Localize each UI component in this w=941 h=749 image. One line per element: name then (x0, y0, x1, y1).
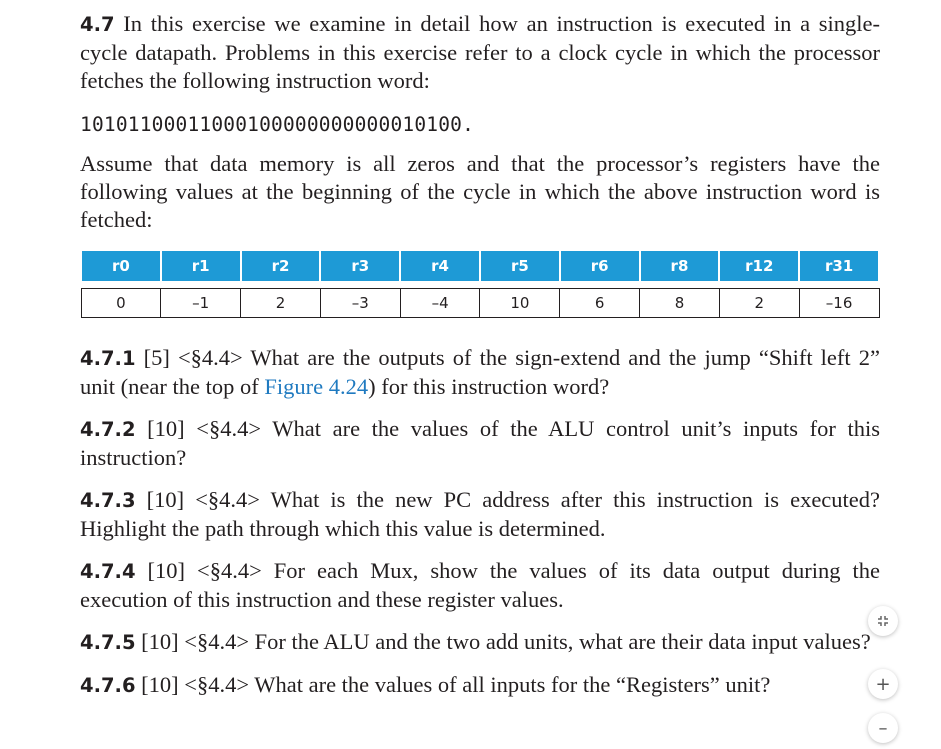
register-value: 2 (719, 289, 799, 318)
register-value: 0 (81, 289, 161, 318)
question-number: 4.7.6 (80, 674, 136, 697)
register-table (80, 251, 880, 318)
register-value: 10 (480, 289, 560, 318)
register-value: 8 (640, 289, 720, 318)
exercise-page (80, 10, 880, 700)
question-number: 4.7.4 (80, 560, 136, 583)
exercise-intro-text: In this exercise we examine in detail how an instruction is executed in a single-cycle datapath. Problems in this exercise refer to a clock cycle in which the processor fetches the following instruction word: (80, 11, 881, 93)
register-value-row (81, 289, 879, 318)
question-4-7-2 (80, 415, 880, 472)
register-header: r2 (241, 251, 321, 281)
register-header: r31 (799, 251, 879, 281)
question-text: [10] <§4.4> What is the new PC address after this instruction is executed? Highlight the path through which this value is determined. (80, 487, 881, 541)
question-number: 4.7.3 (80, 489, 136, 512)
exercise-intro (80, 10, 880, 95)
assumption-text: Assume that data memory is all zeros and that the processor’s registers have the following values at the beginning of the cycle in which the above instruction word is fetched: (80, 151, 880, 232)
exercise-number: 4.7 (80, 13, 115, 36)
question-text: [10] <§4.4> What are the values of all inputs for the “Registers” unit? (141, 672, 771, 697)
register-value: –16 (799, 289, 879, 318)
fit-page-button[interactable] (868, 606, 898, 636)
question-4-7-1 (80, 344, 880, 401)
question-number: 4.7.5 (80, 631, 136, 654)
register-value: 2 (241, 289, 321, 318)
register-value: –4 (400, 289, 480, 318)
register-value: –1 (161, 289, 241, 318)
question-number: 4.7.1 (80, 347, 136, 370)
question-4-7-5 (80, 628, 880, 657)
register-header: r1 (161, 251, 241, 281)
register-header: r4 (400, 251, 480, 281)
instruction-word: 10101100011000100000000000010100. (80, 113, 475, 136)
register-header: r12 (719, 251, 799, 281)
zoom-in-button[interactable]: + (868, 669, 898, 699)
zoom-out-button[interactable]: – (868, 713, 898, 743)
register-header: r0 (81, 251, 161, 281)
collapse-arrows-icon (876, 614, 890, 628)
question-4-7-6 (80, 671, 880, 700)
question-text: [5] <§4.4> What are the outputs of the sign-extend and the jump “Shift left 2” unit (near the top of (80, 345, 880, 399)
figure-link[interactable]: Figure 4.24 (264, 374, 369, 399)
register-header-row (81, 251, 879, 281)
register-header: r8 (640, 251, 720, 281)
question-4-7-4 (80, 557, 880, 614)
register-header: r6 (560, 251, 640, 281)
register-header: r3 (320, 251, 400, 281)
register-value: –3 (320, 289, 400, 318)
question-text: [10] <§4.4> For each Mux, show the values of its data output during the execution of this instruction and these register values. (80, 558, 880, 612)
question-text: [10] <§4.4> What are the values of the ALU control unit’s inputs for this instruction? (80, 416, 880, 470)
register-header: r5 (480, 251, 560, 281)
register-table-gap (81, 281, 879, 289)
register-value: 6 (560, 289, 640, 318)
question-text: [10] <§4.4> For the ALU and the two add units, what are their data input values? (141, 629, 871, 654)
question-number: 4.7.2 (80, 418, 136, 441)
question-4-7-3 (80, 486, 880, 543)
question-text-end: ) for this instruction word? (368, 374, 610, 399)
